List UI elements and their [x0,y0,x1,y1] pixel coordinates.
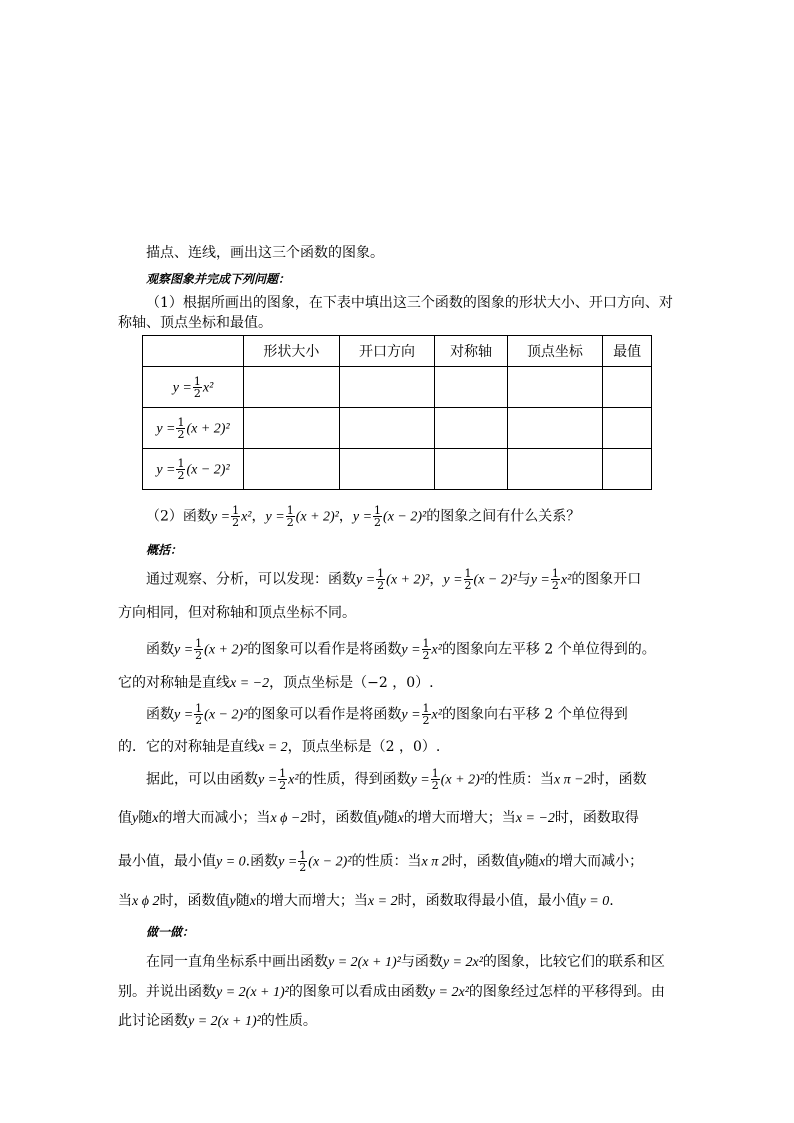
table-cell [339,408,435,449]
summary-line-8: 值y随x的增大而减小；当x ϕ −2时，函数值y随x的增大而增大；当x = −2时，函数取得 [118,810,639,826]
table-cell [339,367,435,408]
summary-line-7: 据此，可以由函数y = $\frac{1}{2}$ x²的性质，得到函数y = $\frac{1}{2}$ (x + 2)²的性质：当x π −2时，函数 [146,767,647,792]
table-cell [244,408,340,449]
question-1-line-2: 称轴、顶点坐标和最值。 [118,315,272,331]
table-corner-cell [143,336,244,367]
table-cell [435,449,507,490]
table-row [143,367,652,408]
table-row-label: y = $\frac{1}{2}$ (x − 2)² [143,449,244,490]
summary-line-9: 最小值，最小值y = 0.函数y = $\frac{1}{2}$ (x − 2)²的性质：当x π 2时，函数值y随x的增大而减小； [118,849,644,874]
table-cell [507,367,603,408]
heading-try: 做一做： [146,925,195,939]
table-cell [507,449,603,490]
question-1-line-1: （1）根据所画出的图象，在下表中填出这三个函数的图象的形状大小、开口方向、对 [146,295,673,311]
table-cell [435,408,507,449]
table-cell [603,449,652,490]
table-header-row [143,336,652,367]
table-row [143,408,652,449]
try-line-3: 此讨论函数y = 2(x + 1)²的性质。 [118,1013,317,1029]
table-cell [603,367,652,408]
table-cell [339,449,435,490]
properties-table [142,335,652,490]
summary-line-10: 当x ϕ 2时，函数值y随x的增大而增大；当x = 2时，函数取得最小值，最小值y = 0. [118,893,614,909]
heading-summary: 概括： [146,543,183,557]
table-header-cell: 形状大小 [244,336,340,367]
table-row-label: y = $\frac{1}{2}$ (x + 2)² [143,408,244,449]
table-row [143,449,652,490]
table-cell [244,367,340,408]
try-line-2: 别。并说出函数y = 2(x + 1)²的图象可以看成由函数y = 2x²的图象经过怎样的平移得到。由 [118,984,665,1000]
table-cell [507,408,603,449]
table-cell [603,408,652,449]
summary-line-2: 方向相同，但对称轴和顶点坐标不同。 [118,605,356,621]
table-cell [244,449,340,490]
try-line-1: 在同一直角坐标系中画出函数y = 2(x + 1)²与函数y = 2x²的图象，比较它们的联系和区 [146,954,665,970]
heading-observe: 观察图象并完成下列问题： [146,272,291,286]
summary-line-3: 函数y = $\frac{1}{2}$ (x + 2)²的图象可以看作是将函数y = $\frac{1}{2}$ x²的图象向左平移 2 个单位得到的。 [146,637,656,662]
table-cell [435,367,507,408]
table-header-cell: 对称轴 [435,336,507,367]
question-2: （2）函数y = $\frac{1}{2}$ x²，y = $\frac{1}{2}$ (x + 2)²，y = $\frac{1}{2}$ (x − 2)²的图象之间有什么关系？ [146,504,581,529]
summary-line-4: 它的对称轴是直线x = −2，顶点坐标是（−2 ，0）. [118,675,434,691]
summary-line-5: 函数y = $\frac{1}{2}$ (x − 2)²的图象可以看作是将函数y = $\frac{1}{2}$ x²的图象向右平移 2 个单位得到 [146,702,628,727]
table-header-cell: 开口方向 [339,336,435,367]
paragraph-describe: 描点、连线，画出这三个函数的图象。 [146,245,384,261]
table-header-cell: 顶点坐标 [507,336,603,367]
table-header-cell: 最值 [603,336,652,367]
summary-line-1: 通过观察、分析，可以发现：函数y = $\frac{1}{2}$ (x + 2)²，y = $\frac{1}{2}$ (x − 2)²与y = $\frac{1}{2}$ x²的图象开口 [146,567,642,592]
summary-line-6: 的．它的对称轴是直线x = 2，顶点坐标是（2 ，0）. [118,739,441,755]
table-row-label: y = $\frac{1}{2}$ x² [143,367,244,408]
